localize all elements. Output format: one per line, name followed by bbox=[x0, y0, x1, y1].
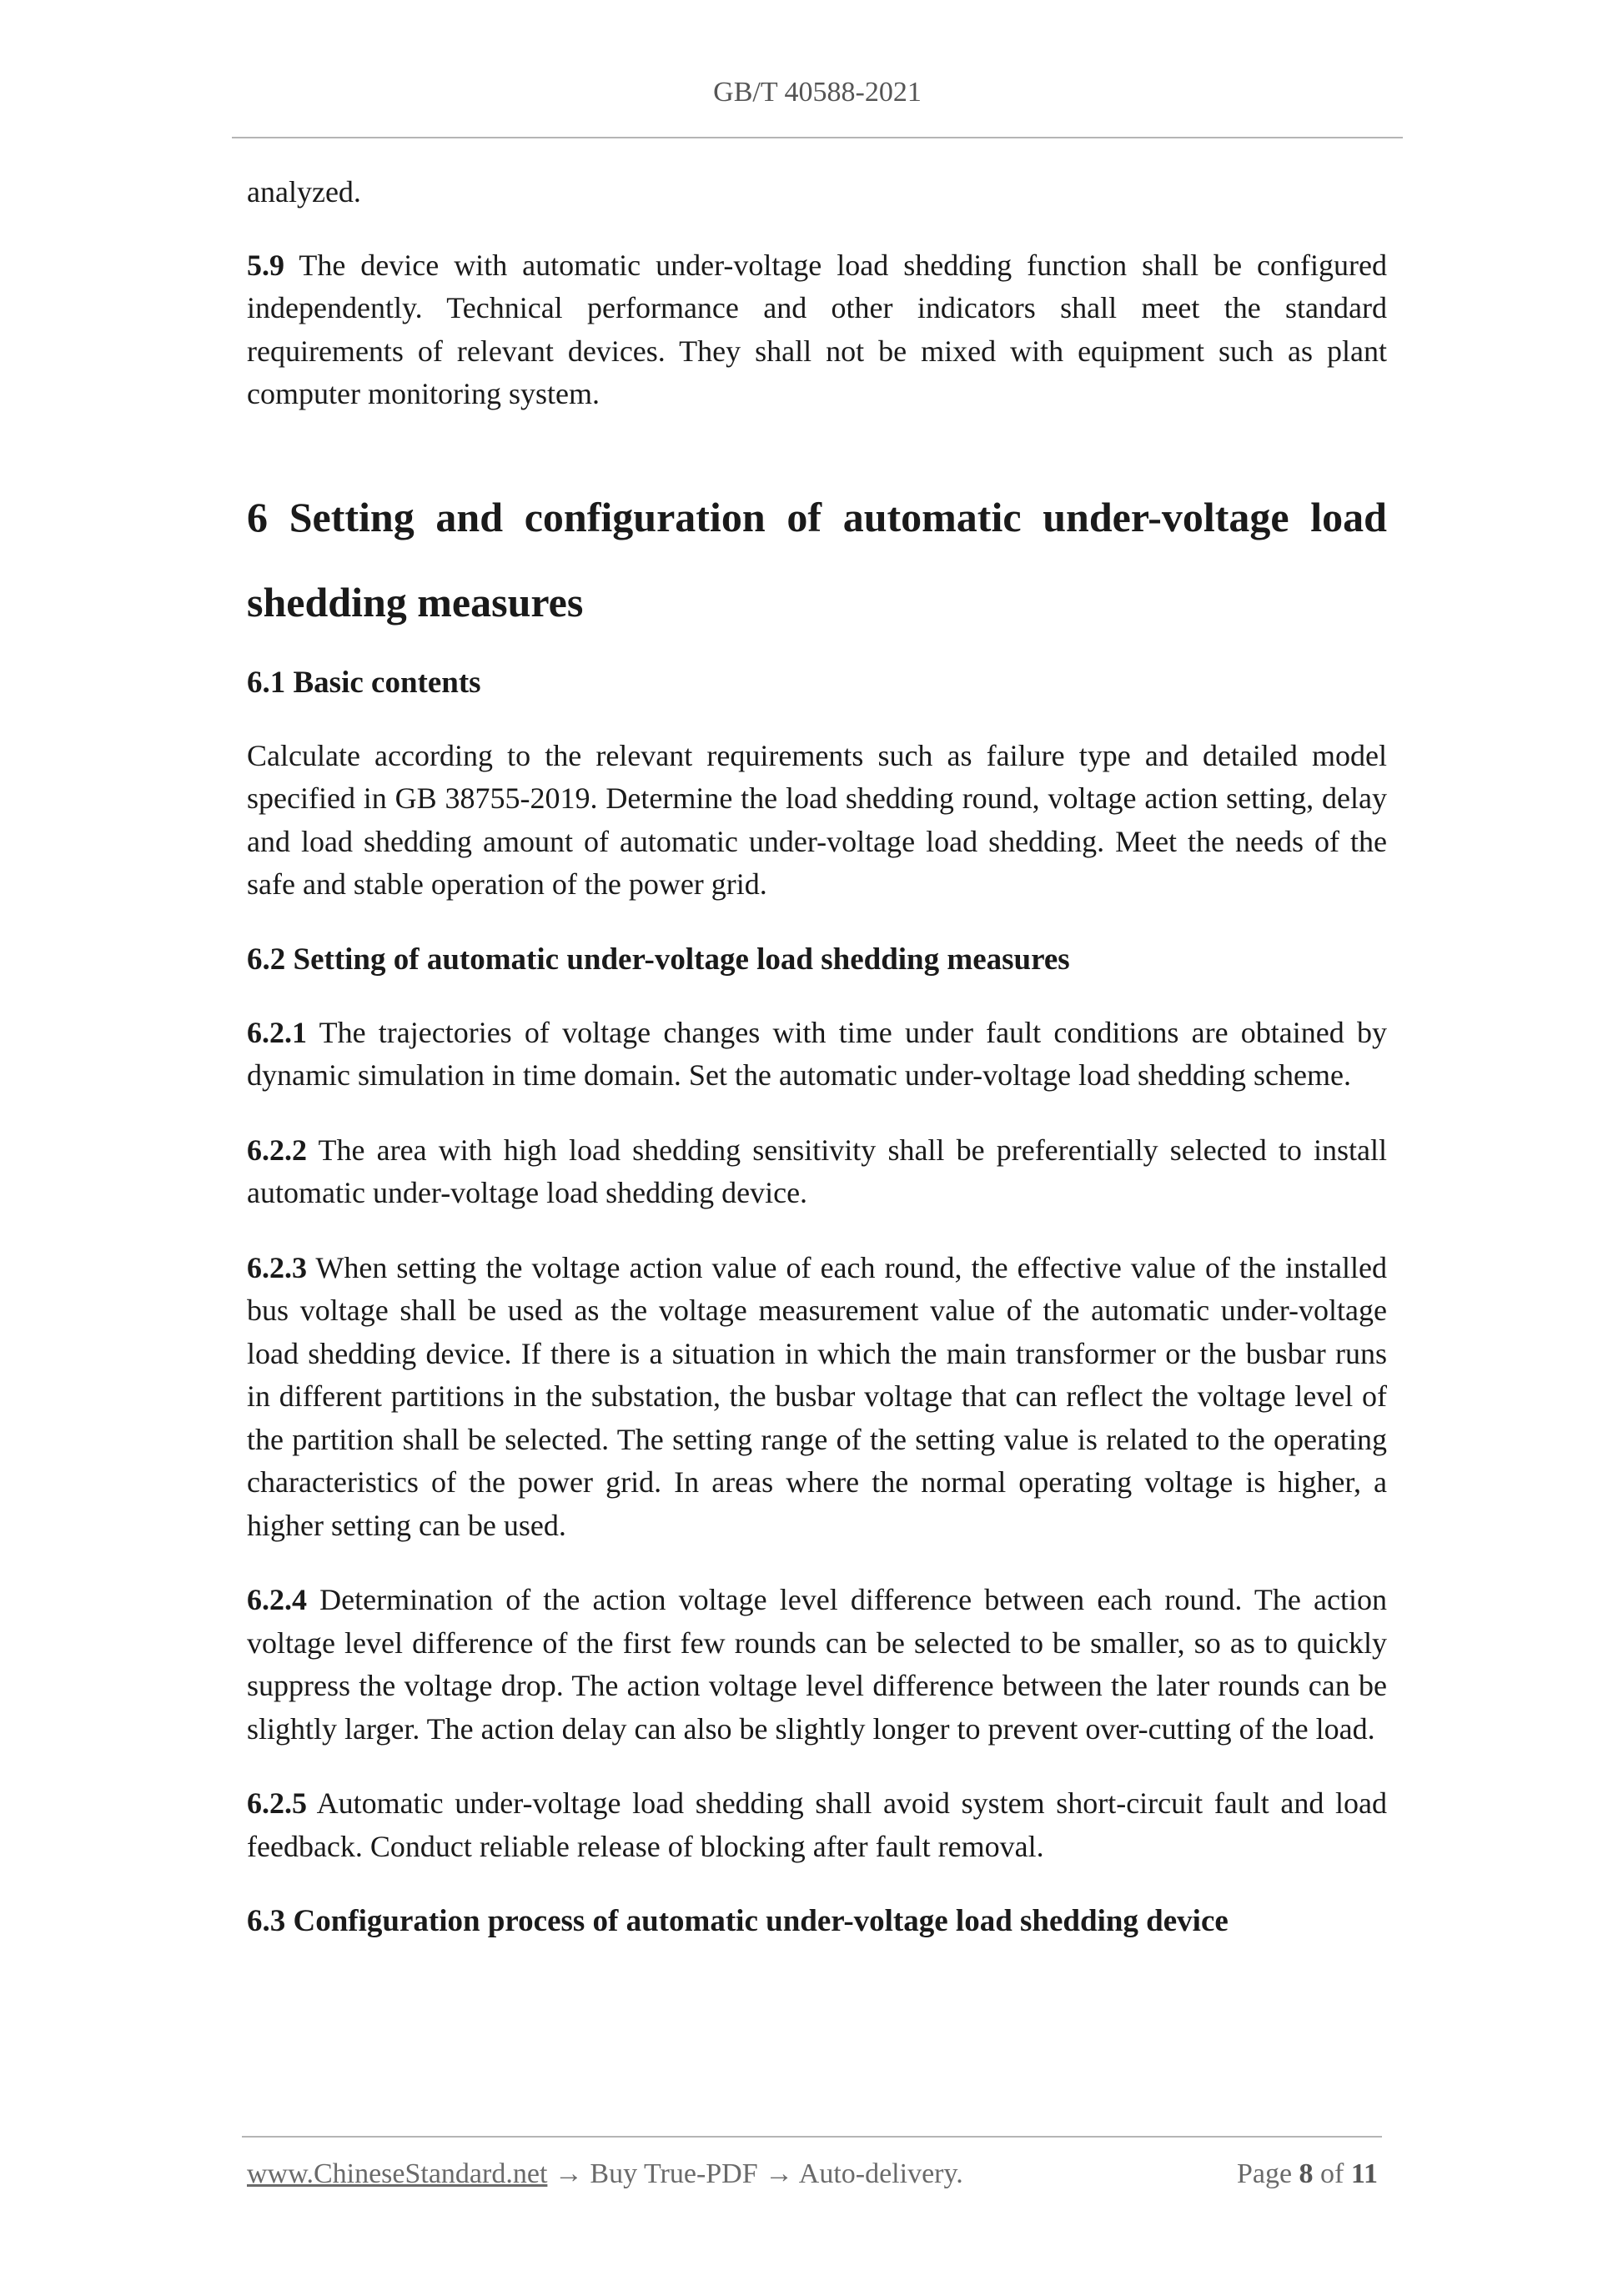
clause-6-2-4 bbox=[247, 1579, 1387, 1751]
clause-6-2-3 bbox=[247, 1247, 1387, 1548]
page-indicator bbox=[1237, 2158, 1378, 2190]
clause-number: 6.2.2 bbox=[247, 1133, 307, 1167]
website-link[interactable]: www.ChineseStandard.net bbox=[247, 2158, 548, 2189]
header-divider bbox=[232, 137, 1403, 138]
section-6-heading: 6 Setting and configuration of automatic under-voltage load shedding measures bbox=[247, 493, 1387, 625]
document-body bbox=[247, 171, 1387, 1973]
clause-5-9 bbox=[247, 244, 1387, 416]
clause-text: The device with automatic under-voltage load shedding function shall be configured independently. Technical performance and other indicators shall meet the standard requirements of relevant devices. They shall not be mixed with equipment such as plant computer monitoring system. bbox=[247, 248, 1387, 410]
clause-6-2-1 bbox=[247, 1012, 1387, 1098]
clause-6-2-5 bbox=[247, 1782, 1387, 1868]
section-6-2-heading: 6.2 Setting of automatic under-voltage load shedding measures bbox=[247, 942, 1070, 977]
clause-number: 6.2.1 bbox=[247, 1015, 307, 1049]
clause-text: Automatic under-voltage load shedding shall avoid system short-circuit fault and load feedback. Conduct reliable release of blocking after fault removal. bbox=[247, 1786, 1387, 1863]
clause-text: The area with high load shedding sensitivity shall be preferentially selected to install automatic under-voltage load shedding device. bbox=[247, 1133, 1387, 1209]
page-header-doc-id: GB/T 40588-2021 bbox=[713, 77, 922, 108]
clause-number: 5.9 bbox=[247, 248, 284, 282]
page-footer bbox=[247, 2158, 1378, 2190]
footer-divider bbox=[242, 2136, 1382, 2138]
clause-6-2-2 bbox=[247, 1129, 1387, 1215]
clause-number: 6.2.3 bbox=[247, 1250, 307, 1284]
clause-text: The trajectories of voltage changes with time under fault conditions are obtained by dynamic simulation in time domain. Set the automatic under-voltage load shedding scheme. bbox=[247, 1015, 1387, 1092]
of-label: of bbox=[1313, 2158, 1351, 2189]
footer-promo-text: → Buy True-PDF → Auto-delivery. bbox=[547, 2158, 963, 2189]
clause-number: 6.2.5 bbox=[247, 1786, 307, 1820]
section-6-1-paragraph: Calculate according to the relevant requirements such as failure type and detailed model specified in GB 38755-2019. Determine the load shedding round, voltage action setting, delay and load shedding amount of automatic under-voltage load shedding. Meet the needs of the safe and stable operation of the power grid. bbox=[247, 738, 1387, 901]
section-6-3-heading: 6.3 Configuration process of automatic under-voltage load shedding device bbox=[247, 1904, 1229, 1938]
current-page-number: 8 bbox=[1299, 2158, 1314, 2189]
page-label: Page bbox=[1236, 2158, 1299, 2189]
clause-text: Determination of the action voltage level difference between each round. The action voltage level difference of the first few rounds can be selected to be smaller, so as to quickly suppress the voltage drop. The action voltage level difference between the later rounds can be slightly larger. The action delay can also be slightly longer to prevent over-cutting of the load. bbox=[247, 1583, 1387, 1746]
continued-paragraph: analyzed. bbox=[247, 175, 361, 208]
clause-number: 6.2.4 bbox=[247, 1583, 307, 1616]
total-page-number: 11 bbox=[1350, 2158, 1378, 2189]
footer-promo bbox=[247, 2158, 963, 2190]
clause-text: When setting the voltage action value of each round, the effective value of the installed bus voltage shall be used as the voltage measurement value of the automatic under-voltage load shedding device. If there is a situation in which the main transformer or the busbar runs in different partitions in the substation, the busbar voltage that can reflect the voltage level of the partition shall be selected. The setting range of the setting value is related to the operating characteristics of the power grid. In areas where the normal operating voltage is higher, a higher setting can be used. bbox=[247, 1250, 1387, 1542]
section-6-1-heading: 6.1 Basic contents bbox=[247, 665, 481, 700]
